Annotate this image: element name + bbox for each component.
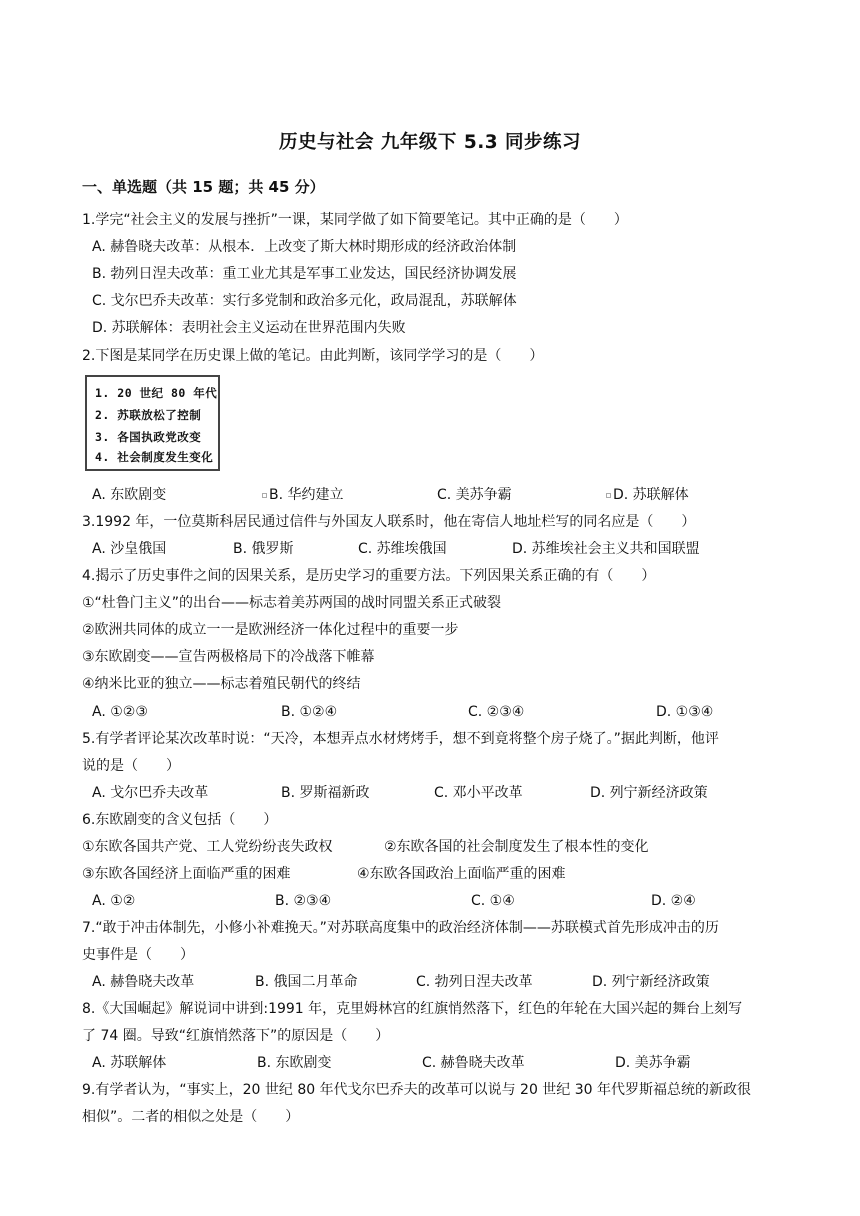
question-7-option-a[interactable]: A. 赫鲁晓夫改革 xyxy=(92,974,195,990)
question-4-option-b[interactable]: B. ①②④ xyxy=(281,704,338,720)
question-4-stem: 4.揭示了历史事件之间的因果关系，是历史学习的重要方法。下列因果关系正确的有（ ） xyxy=(82,568,656,584)
question-8-option-d[interactable]: D. 美苏争霸 xyxy=(615,1055,691,1071)
question-2-option-d[interactable] xyxy=(606,485,689,505)
question-4-option-c[interactable]: C. ②③④ xyxy=(468,704,525,720)
question-2-option-a[interactable]: A. 东欧剧变 xyxy=(92,487,167,503)
question-8-option-b[interactable]: B. 东欧剧变 xyxy=(257,1055,332,1071)
section-heading: 一、单选题（共 15 题；共 45 分） xyxy=(82,178,325,196)
question-4-item-2: ②欧洲共同体的成立一一是欧洲经济一体化过程中的重要一步 xyxy=(82,622,459,638)
question-3-option-c[interactable]: C. 苏维埃俄国 xyxy=(358,541,447,557)
question-6-item-4: ④东欧各国政治上面临严重的困难 xyxy=(357,866,566,882)
question-1-option-c[interactable]: C. 戈尔巴乔夫改革：实行多党制和政治多元化，政局混乱，苏联解体 xyxy=(92,293,517,309)
question-7-option-c[interactable]: C. 勃列日涅夫改革 xyxy=(416,974,533,990)
note-line-2: 2. 苏联放松了控制 xyxy=(95,408,202,422)
question-8-option-c[interactable]: C. 赫鲁晓夫改革 xyxy=(422,1055,525,1071)
note-line-4: 4. 社会制度发生变化 xyxy=(95,450,214,464)
bullet-icon xyxy=(262,493,267,498)
question-4-item-1: ①“杜鲁门主义”的出台——标志着美苏两国的战时同盟关系正式破裂 xyxy=(82,595,502,611)
page-title: 历史与社会 九年级下 5.3 同步练习 xyxy=(278,132,582,153)
note-line-3: 3. 各国执政党改变 xyxy=(95,430,202,444)
question-6-item-3: ③东欧各国经济上面临严重的困难 xyxy=(82,866,291,882)
question-6-item-1: ①东欧各国共产党、工人党纷纷丧失政权 xyxy=(82,839,333,855)
question-1-option-b[interactable]: B. 勃列日涅夫改革：重工业尤其是军事工业发达，国民经济协调发展 xyxy=(92,266,517,282)
question-2-option-b-label: B. 华约建立 xyxy=(269,487,344,503)
question-7-option-b[interactable]: B. 俄国二月革命 xyxy=(255,974,358,990)
question-5-option-c[interactable]: C. 邓小平改革 xyxy=(434,785,523,801)
question-2-option-d-label: D. 苏联解体 xyxy=(613,487,689,503)
question-3-option-d[interactable]: D. 苏维埃社会主义共和国联盟 xyxy=(512,541,700,557)
question-3-option-b[interactable]: B. 俄罗斯 xyxy=(233,541,294,557)
question-5-option-b[interactable]: B. 罗斯福新政 xyxy=(281,785,370,801)
question-1-option-a[interactable]: A. 赫鲁晓夫改革：从根本．上改变了斯大林时期形成的经济政治体制 xyxy=(92,239,517,255)
question-8-stem-line-2: 了 74 圈。导致“红旗悄然落下”的原因是（ ） xyxy=(82,1028,390,1044)
question-3-option-a[interactable]: A. 沙皇俄国 xyxy=(92,541,167,557)
question-4-option-a[interactable]: A. ①②③ xyxy=(92,704,148,720)
question-5-option-d[interactable]: D. 列宁新经济政策 xyxy=(590,785,708,801)
question-5-stem-line-1: 5.有学者评论某次改革时说：“天冷，本想弄点水材烤烤手，想不到竟将整个房子烧了。”据此判断，他评 xyxy=(82,731,719,747)
question-2-option-b[interactable] xyxy=(262,485,344,505)
question-2-stem: 2.下图是某同学在历史课上做的笔记。由此判断，该同学学习的是（ ） xyxy=(82,348,544,364)
question-4-item-3: ③东欧剧变——宣告两极格局下的冷战落下帷幕 xyxy=(82,649,375,665)
question-4-option-d[interactable]: D. ①③④ xyxy=(656,704,714,720)
question-3-stem: 3.1992 年，一位莫斯科居民通过信件与外国友人联系时，他在寄信人地址栏写的同名应是（ ） xyxy=(82,514,696,530)
question-6-item-2: ②东欧各国的社会制度发生了根本性的变化 xyxy=(384,839,649,855)
question-8-stem-line-1: 8.《大国崛起》解说词中讲到:1991 年，克里姆林宫的红旗悄然落下，红色的年轮在大国兴起的舞台上刻写 xyxy=(82,1001,743,1017)
question-6-option-d[interactable]: D. ②④ xyxy=(651,893,696,909)
question-6-option-b[interactable]: B. ②③④ xyxy=(275,893,332,909)
question-5-option-a[interactable]: A. 戈尔巴乔夫改革 xyxy=(92,785,209,801)
question-1-stem: 1.学完“社会主义的发展与挫折”一课，某同学做了如下简要笔记。其中正确的是（ ） xyxy=(82,212,628,228)
note-image xyxy=(85,375,220,471)
question-1-option-d[interactable]: D. 苏联解体：表明社会主义运动在世界范围内失败 xyxy=(92,320,406,336)
bullet-icon xyxy=(606,493,611,498)
question-6-option-c[interactable]: C. ①④ xyxy=(471,893,515,909)
question-8-option-a[interactable]: A. 苏联解体 xyxy=(92,1055,167,1071)
question-9-stem-line-2: 相似”。二者的相似之处是（ ） xyxy=(82,1109,300,1125)
question-4-item-4: ④纳米比亚的独立——标志着殖民朝代的终结 xyxy=(82,676,361,692)
question-6-option-a[interactable]: A. ①② xyxy=(92,893,136,909)
question-7-stem-line-1: 7.“敢于冲击体制先，小修小补难挽天。”对苏联高度集中的政治经济体制——苏联模式首先形成冲击的历 xyxy=(82,920,719,936)
question-5-stem-line-2: 说的是（ ） xyxy=(82,758,180,774)
question-9-stem-line-1: 9.有学者认为，“事实上，20 世纪 80 年代戈尔巴乔夫的改革可以说与 20 世纪 30 年代罗斯福总统的新政很 xyxy=(82,1082,752,1098)
question-7-option-d[interactable]: D. 列宁新经济政策 xyxy=(592,974,710,990)
note-line-1: 1. 20 世纪 80 年代 xyxy=(95,386,218,400)
question-7-stem-line-2: 史事件是（ ） xyxy=(82,947,194,963)
question-2-option-c[interactable]: C. 美苏争霸 xyxy=(437,487,512,503)
question-6-stem: 6.东欧剧变的含义包括（ ） xyxy=(82,812,278,828)
